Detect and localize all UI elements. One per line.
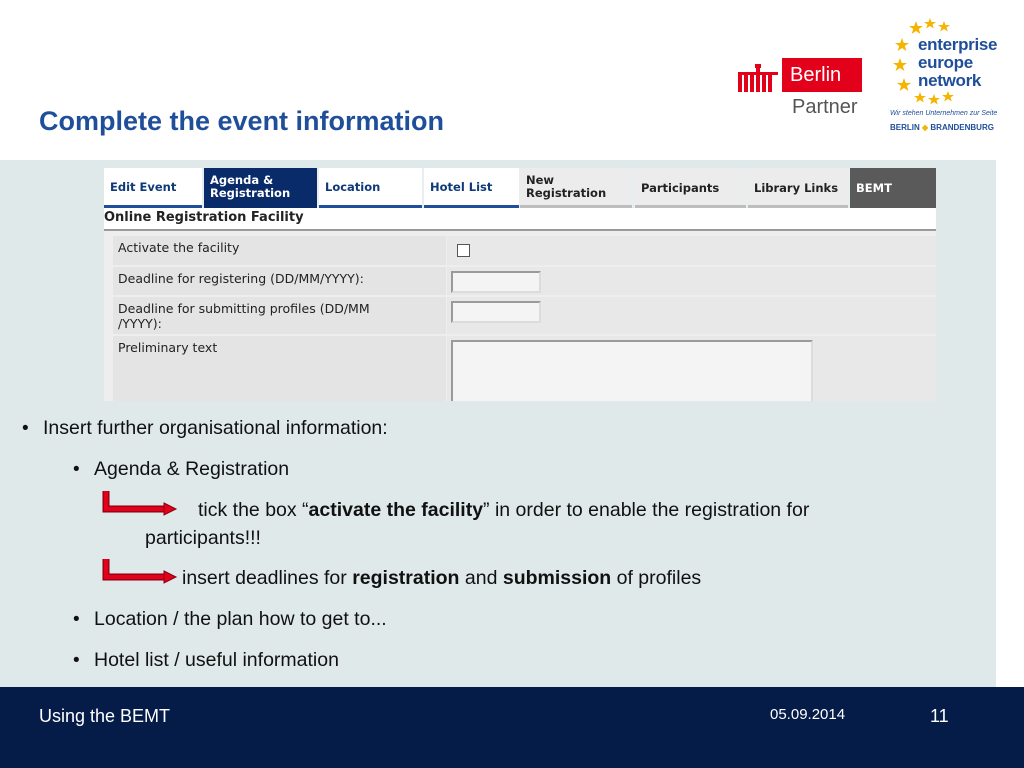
bullet-marker: •	[73, 650, 80, 671]
section-title: Online Registration Facility	[104, 210, 304, 225]
tab-location[interactable]	[319, 168, 422, 208]
activate-label: Activate the facility	[113, 236, 446, 265]
form-screenshot	[104, 168, 936, 401]
tab-edit-event[interactable]	[104, 168, 202, 208]
tab-bar	[104, 168, 936, 208]
activate-facility-checkbox[interactable]	[457, 244, 470, 257]
footer-date: 05.09.2014	[770, 706, 846, 723]
tab-label: Location	[325, 180, 381, 194]
arrow-note-activate-line2: participants!!!	[145, 527, 261, 549]
arrow-note-deadlines-mid: and	[459, 567, 503, 589]
berlin-partner-mark-icon	[738, 64, 778, 92]
deadline-register-label: Deadline for registering (DD/MM/YYYY):	[113, 267, 446, 295]
een-region-separator-icon: ◆	[922, 123, 929, 132]
bullet-location: Location / the plan how to get to...	[94, 608, 387, 630]
bullet-organisational-info: Insert further organisational information:	[43, 417, 388, 439]
een-wordmark	[918, 36, 997, 90]
footer	[0, 687, 1024, 768]
bullet-marker: •	[73, 459, 80, 480]
arrow-note-deadlines-bold2: submission	[502, 567, 612, 589]
deadline-profiles-input[interactable]	[451, 301, 541, 323]
activate-cell	[447, 236, 936, 265]
een-region-left: BERLIN	[890, 123, 920, 132]
arrow-note-deadlines-pre: insert deadlines for	[182, 567, 353, 589]
red-arrow-icon	[100, 489, 180, 519]
een-logo	[886, 18, 1006, 136]
arrow-note-deadlines	[182, 567, 701, 590]
tab-label: Agenda & Registration	[210, 173, 291, 200]
arrow-note-activate-post: ” in order to enable the registration for	[483, 499, 810, 521]
red-arrow-icon	[100, 557, 180, 587]
preliminary-textarea[interactable]	[451, 340, 813, 401]
een-claim: Wir stehen Unternehmen zur Seite	[890, 110, 998, 117]
preliminary-label: Preliminary text	[113, 336, 446, 401]
een-region-right: BRANDENBURG	[930, 123, 994, 132]
arrow-note-activate	[198, 499, 809, 522]
tab-label: Participants	[641, 181, 720, 195]
bullet-marker: •	[22, 418, 29, 439]
arrow-note-deadlines-bold1: registration	[352, 567, 460, 589]
berlin-partner-logo	[738, 58, 864, 122]
een-region	[890, 123, 994, 132]
tab-library-links[interactable]	[748, 168, 848, 208]
tab-new-registration[interactable]	[520, 168, 632, 208]
tab-label: BEMT	[856, 181, 892, 195]
een-line-1: enterprise	[918, 35, 998, 54]
bullet-marker: •	[73, 609, 80, 630]
form-row-deadline-profiles	[113, 297, 936, 334]
footer-page-number: 11	[930, 706, 949, 726]
deadline-register-cell	[447, 267, 936, 295]
tab-label: Library Links	[754, 181, 839, 195]
arrow-note-deadlines-post: of profiles	[611, 567, 702, 589]
arrow-note-activate-bold: activate the facility	[308, 499, 484, 521]
tab-label: New Registration	[526, 173, 607, 200]
berlin-partner-subtitle: Partner	[792, 96, 858, 118]
een-line-3: network	[918, 71, 982, 90]
registration-form	[113, 236, 936, 401]
form-row-activate	[113, 236, 936, 265]
tab-bemt[interactable]	[850, 168, 936, 208]
arrow-note-activate-pre: tick the box “	[198, 499, 309, 521]
tab-label: Edit Event	[110, 180, 177, 194]
deadline-register-input[interactable]	[451, 271, 541, 293]
deadline-profiles-label: Deadline for submitting profiles (DD/MM /YYYY):	[113, 297, 446, 334]
berlin-partner-wordmark: Berlin	[782, 58, 862, 92]
form-row-preliminary	[113, 336, 936, 401]
bullet-agenda-registration: Agenda & Registration	[94, 458, 290, 480]
form-row-deadline-register	[113, 267, 936, 295]
slide-title: Complete the event information	[39, 106, 445, 136]
bullet-hotel-list: Hotel list / useful information	[94, 649, 339, 671]
footer-title: Using the BEMT	[39, 706, 171, 726]
tab-label: Hotel List	[430, 180, 493, 194]
tab-hotel-list[interactable]	[424, 168, 519, 208]
tab-agenda-registration[interactable]	[204, 168, 317, 208]
deadline-profiles-cell	[447, 297, 936, 334]
tab-participants[interactable]	[635, 168, 746, 208]
een-line-2: europe	[918, 53, 973, 72]
preliminary-cell	[447, 336, 936, 401]
